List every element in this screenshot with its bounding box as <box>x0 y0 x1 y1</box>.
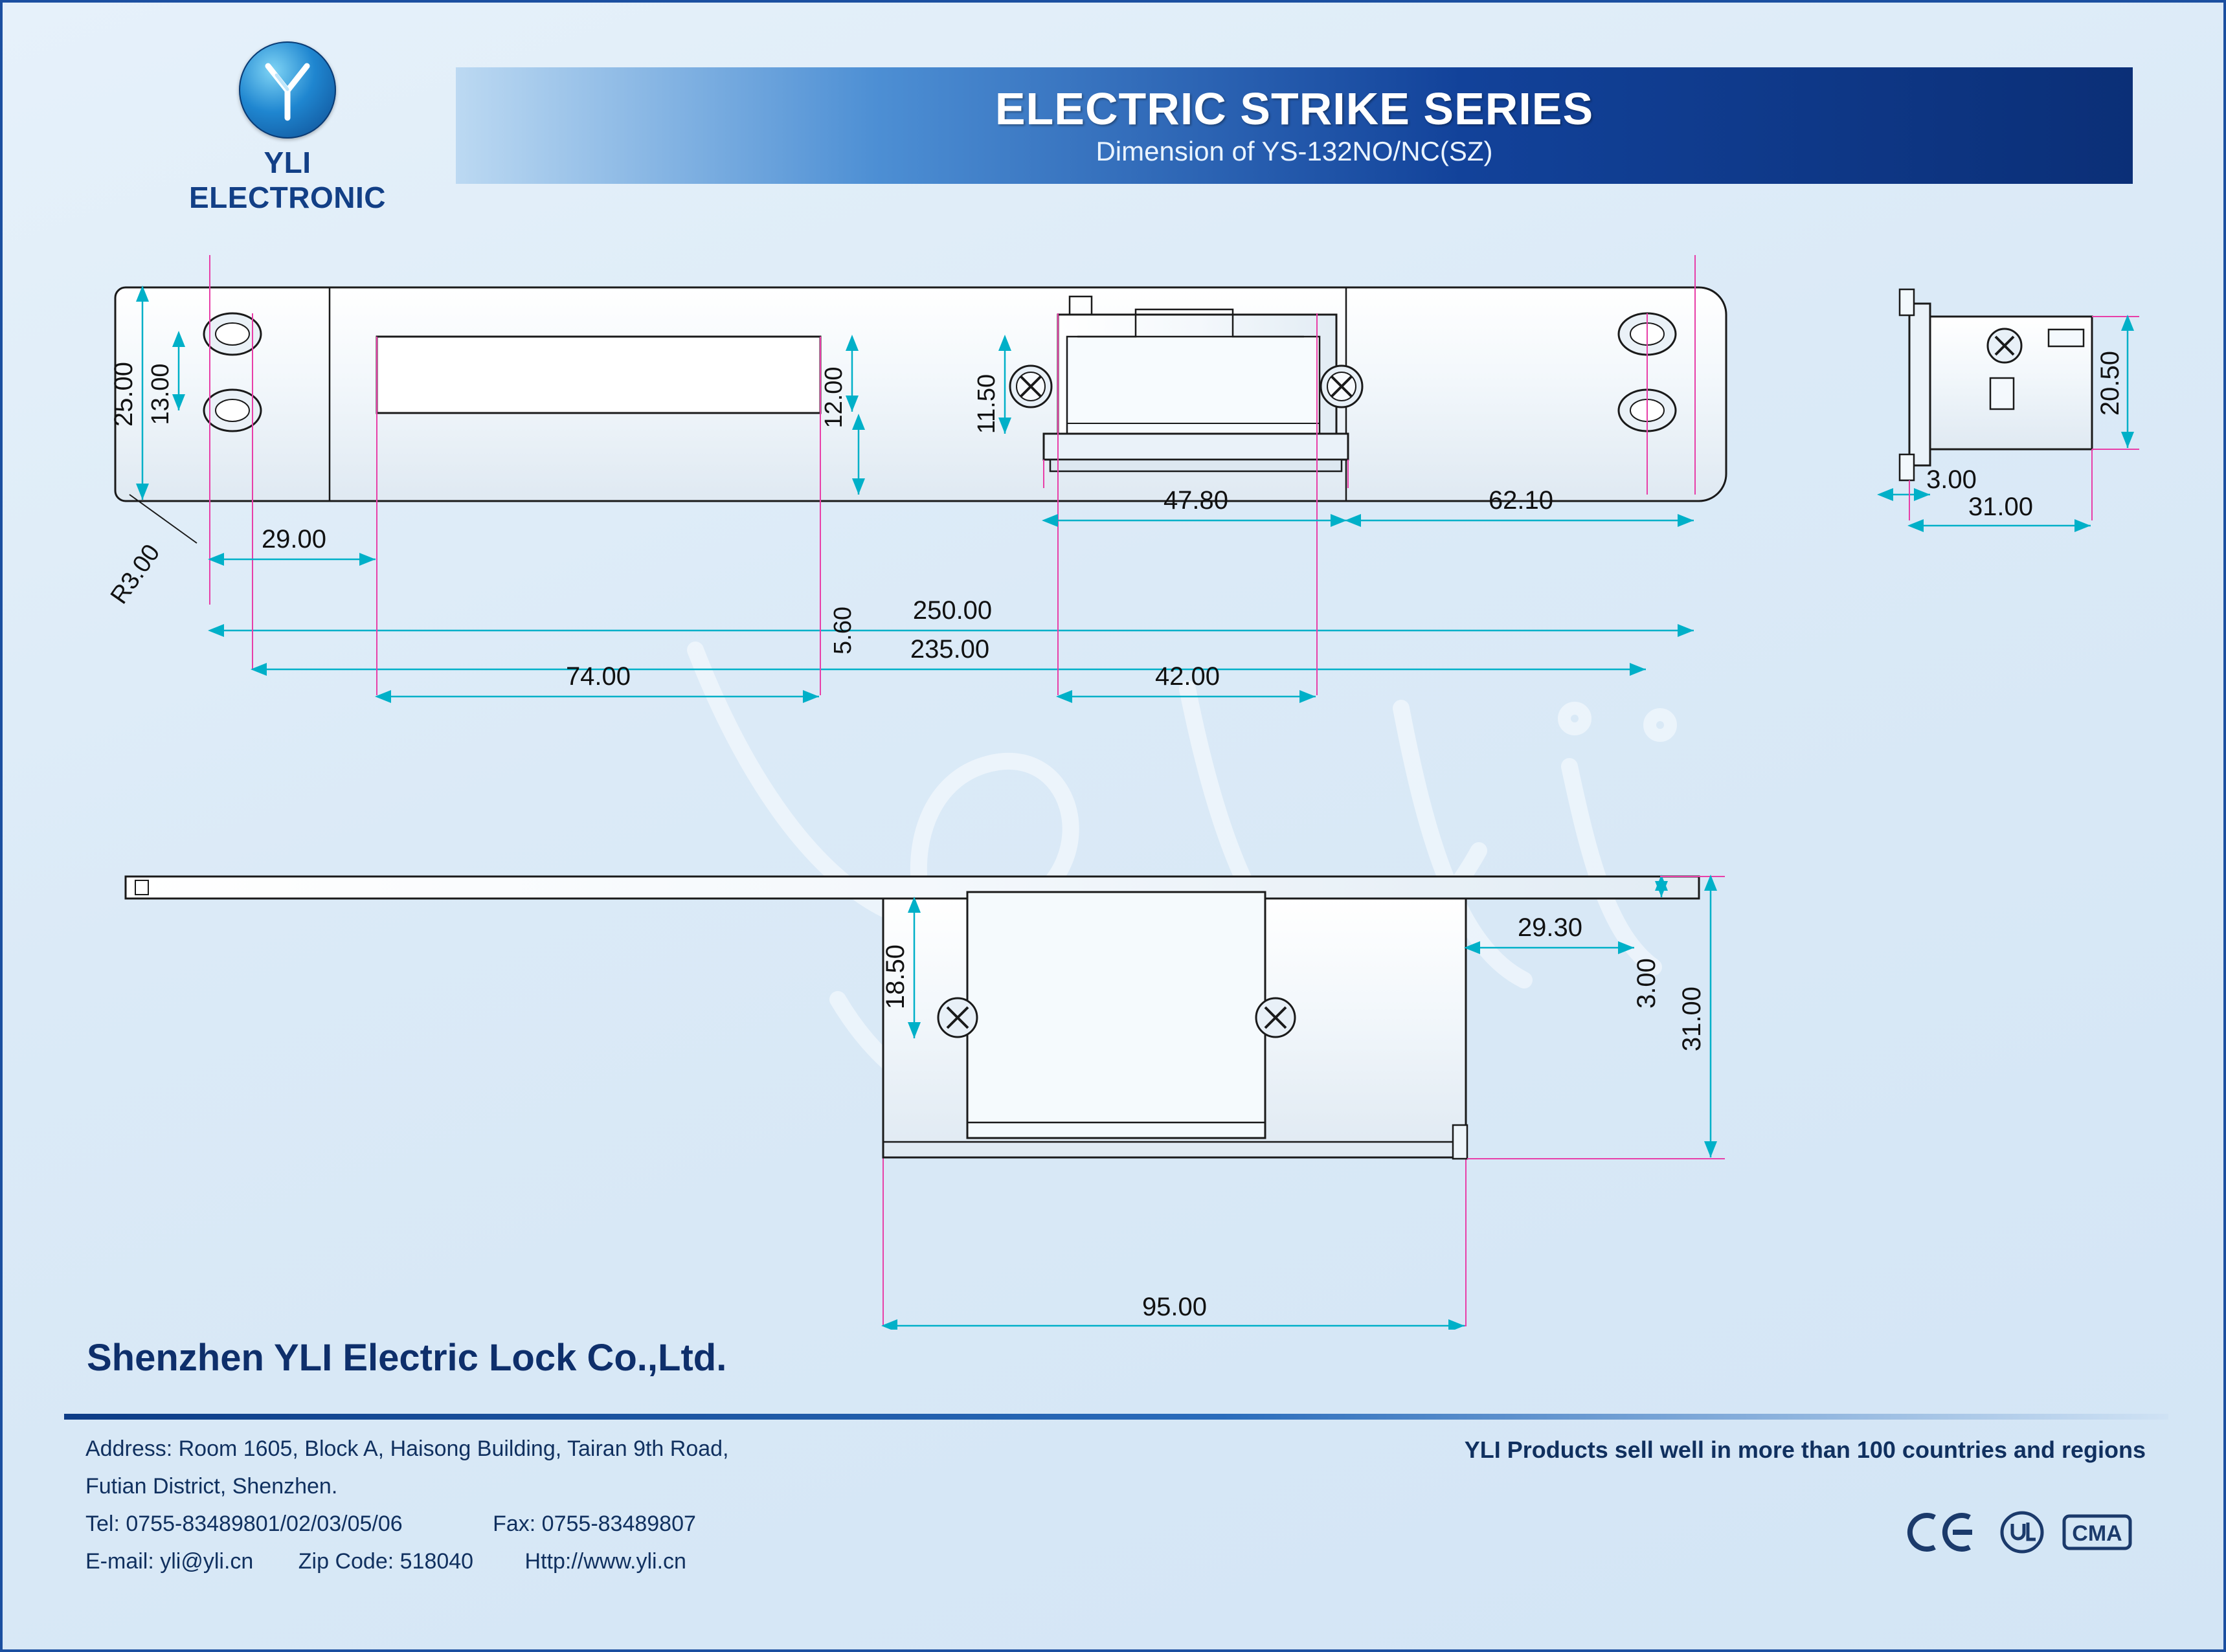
screw-icon <box>1256 998 1295 1037</box>
zip-code: Zip Code: 518040 <box>298 1549 474 1574</box>
yli-y-logo-icon <box>239 41 336 139</box>
dim-47-80: 47.80 <box>1163 486 1229 515</box>
footer-divider <box>64 1414 2168 1420</box>
dim-5-60: 5.60 <box>829 607 857 654</box>
technical-drawing <box>3 216 2226 1330</box>
title-banner <box>456 67 2133 184</box>
screw-icon <box>1321 366 1362 407</box>
telephone: Tel: 0755-83489801/02/03/05/06 <box>85 1512 403 1536</box>
front-view <box>106 255 1726 697</box>
dim-250-00: 250.00 <box>912 596 993 625</box>
screw-icon <box>1010 366 1051 407</box>
ul-mark-icon <box>1999 1511 2045 1557</box>
dim-3-00-top: 3.00 <box>1632 958 1661 1009</box>
side-view <box>1880 289 2139 526</box>
dim-29-30: 29.30 <box>1517 913 1583 942</box>
page-title: ELECTRIC STRIKE SERIES <box>995 84 1594 134</box>
address-line-1: Address: Room 1605, Block A, Haisong Building, Tairan 9th Road, <box>85 1436 729 1461</box>
screw-icon <box>1988 329 2021 363</box>
dim-42-00: 42.00 <box>1154 662 1220 691</box>
fax: Fax: 0755-83489807 <box>493 1512 696 1536</box>
dim-20-50: 20.50 <box>2096 350 2124 416</box>
page-subtitle: Dimension of YS-132NO/NC(SZ) <box>1096 136 1493 166</box>
dim-29-00: 29.00 <box>261 525 327 553</box>
dim-235-00: 235.00 <box>910 635 990 664</box>
dim-r3-00: R3.00 <box>105 539 166 609</box>
dim-74-00: 74.00 <box>565 662 631 691</box>
ce-mark-icon <box>1905 1512 1983 1556</box>
email[interactable]: E-mail: yli@yli.cn <box>85 1549 254 1574</box>
dim-62-10: 62.10 <box>1488 486 1554 515</box>
certification-marks <box>1905 1511 2133 1557</box>
company-name: Shenzhen YLI Electric Lock Co.,Ltd. <box>87 1337 727 1379</box>
latch-keeper <box>1044 296 1348 471</box>
brand-logo <box>171 41 404 215</box>
screw-icon <box>938 998 977 1037</box>
cma-mark-icon <box>2062 1512 2133 1556</box>
dim-31-00-side: 31.00 <box>1968 493 2034 521</box>
dim-12-00: 12.00 <box>820 366 848 429</box>
dim-13-00: 13.00 <box>147 363 174 425</box>
dim-95-00: 95.00 <box>1141 1293 1208 1321</box>
dim-31-00-top: 31.00 <box>1678 986 1706 1052</box>
dim-3-00-side: 3.00 <box>1926 465 1977 494</box>
top-view <box>126 876 1725 1326</box>
website[interactable]: Http://www.yli.cn <box>524 1549 686 1574</box>
address-line-2: Futian District, Shenzhen. <box>85 1474 338 1499</box>
dim-18-50: 18.50 <box>881 944 910 1010</box>
svg-text:CMA: CMA <box>2072 1521 2122 1546</box>
dim-25-00: 25.00 <box>109 361 138 427</box>
brand-name: YLI ELECTRONIC <box>189 146 386 214</box>
footer-slogan: YLI Products sell well in more than 100 countries and regions <box>1464 1436 2146 1463</box>
contact-block <box>85 1430 729 1580</box>
dim-11-50: 11.50 <box>973 374 1000 434</box>
